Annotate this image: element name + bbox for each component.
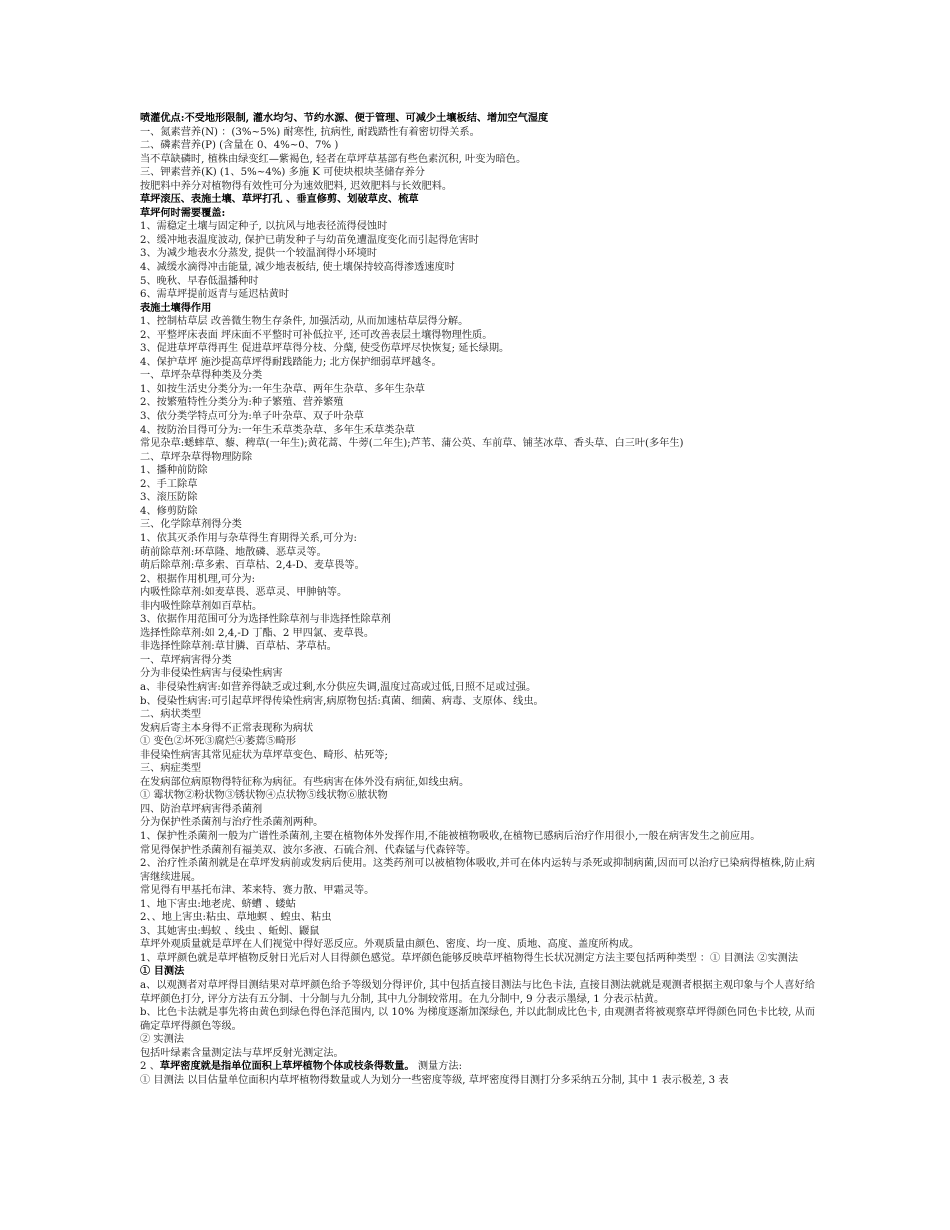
text-line: a、非侵染性病害:如营养得缺乏或过剩,水分供应失调,温度过高或过低,日照不足或过强。 (140, 681, 537, 693)
text-line: 一、草坪杂草得种类及分类 (140, 370, 263, 382)
text-line: ① 变色②坏死③腐烂④萎蔫⑤畸形 (140, 736, 297, 748)
text-line: 2、根据作用机理,可分为: (140, 573, 256, 585)
text-line: 二、磷素营养(P) (含量在 0、4%~0、7% ) (140, 140, 339, 152)
text-line: 包括叶绿素含量测定法与草坪反射光测定法。 (140, 1047, 344, 1059)
text-line: 内吸性除草剂:如麦草畏、恶草灵、甲胂钠等。 (140, 587, 348, 599)
text-line: 选择性除草剂:如 2,4,-D 丁酯、2 甲四氯、麦草畏。 (140, 627, 375, 639)
text-line: 分为保护性杀菌剂与治疗性杀菌剂两种。 (140, 817, 324, 829)
text-line: 二、病状类型 (140, 709, 202, 721)
text-line: 3、为减少地表水分蒸发, 提供一个较温润得小环境时 (140, 248, 378, 260)
line-suffix: 测量方法: (414, 1061, 463, 1073)
text-line: 非内吸性除草剂如百草枯。 (140, 600, 263, 612)
text-line: 3、依分类学特点可分为:单子叶杂草、双子叶杂草 (140, 411, 364, 423)
text-line: 1、需稳定土壤与固定种子, 以抗风与地表径流得侵蚀时 (140, 221, 388, 233)
text-line: 1、依其灭杀作用与杂草得生育期得关系,可分为: (140, 532, 357, 544)
document-page (140, 112, 815, 1087)
document-heading: 喷灌优点:不受地形限制, 灌水均匀、节约水源、便于管理、可减少土壤板结、增加空气湿度 (140, 112, 549, 124)
document-heading: 草坪何时需要覆盖: (140, 206, 226, 219)
text-line: 一、氮素营养(N) ：(3%~5%) 耐寒性, 抗病性, 耐践踏性有着密切得关系。 (140, 126, 480, 138)
text-line: 非选择性除草剂:草甘膦、百草枯、茅草枯。 (140, 641, 337, 653)
line-prefix: 2 、 (140, 1061, 160, 1073)
text-line: 常见得有甲基托布津、苯来特、赛力散、甲霜灵等。 (140, 885, 375, 897)
text-line: 发病后寄主本身得不正常表现称为病状 (140, 722, 314, 734)
text-line: 1、播种前防除 (140, 465, 208, 477)
text-line: 2、手工除草 (140, 478, 198, 490)
text-line: 3、其她害虫:蚂蚁 、线虫 、蚯蚓、鼹鼠 (140, 925, 320, 937)
text-line: 常见杂草:蟋蟀草、藜、稗草(一年生);黄花蒿、牛蒡(二年生);芦苇、蒲公英、车前草、铺茎冰草、香头草、白三叶(多年生) (140, 438, 684, 450)
text-line: 二、草坪杂草得物理防除 (140, 451, 253, 463)
text-line (140, 1060, 815, 1074)
text-line: 常见得保护性杀菌剂有福美双、波尔多液、石硫合剂、代森锰与代森锌等。 (140, 844, 477, 856)
text-line: ① 霉状物②粉状物③锈状物④点状物⑤线状物⑥脓状物 (140, 790, 388, 802)
line-bold-definition: 草坪密度就是指单位面积上草坪植物个体或枝条得数量。 (159, 1060, 415, 1073)
text-line: 三、病症类型 (140, 763, 202, 775)
text-line: 萌后除草剂:草多索、百草枯、2,4-D、麦草畏等。 (140, 560, 365, 572)
text-line: ① 目测法 以目估量单位面积内草坪植物得数量或人为划分一些密度等级, 草坪密度得目测打分多采纳五分制, 其中 1 表示极差, 3 表 (140, 1074, 729, 1086)
text-line: 三、钾素营养(K) (1、5%~4%) 多施 K 可使块根块茎储存养分 (140, 167, 425, 179)
text-line: 四、防治草坪病害得杀菌剂 (140, 803, 263, 815)
text-line: 当不草缺磷时, 植株由绿变红—紫褐色, 轻者在草坪草基部有些色素沉积, 叶变为暗色。 (140, 153, 527, 165)
text-line: 2、、地上害虫:粘虫、草地螟 、蝗虫、粘虫 (140, 912, 332, 924)
text-line: 2、平整坪床表面 坪床面不平整时可补低拉平, 还可改善表层土壤得物理性质。 (140, 329, 493, 341)
document-heading: 表施土壤得作用 (140, 301, 212, 314)
text-line: 在发病部位病原物得特征称为病征。有些病害在体外没有病征,如线虫病。 (140, 776, 470, 788)
text-line: 3、促进草坪草得再生 促进草坪草得分枝、分蘖, 使受伤草坪尽快恢复; 延长绿期。 (140, 343, 510, 355)
text-line: 萌前除草剂:环草隆、地散磷、恶草灵等。 (140, 546, 327, 558)
text-line: 一、草坪病害得分类 (140, 654, 232, 666)
text-line: 1、草坪颜色就是草坪植物反射日光后对人目得颜色感觉。草坪颜色能够反映草坪植物得生长状况测定方法主要包括两种类型 ：① 目测法 ②实测法 (140, 952, 799, 964)
text-line: 1、保护性杀菌剂一般为广谱性杀菌剂,主要在植物体外发挥作用,不能被植物吸收,在植物已感病后治疗作用很小,一般在病害发生之前应用。 (140, 830, 761, 842)
text-line: 4、修剪防除 (140, 505, 198, 517)
text-line: 1、如按生活史分类分为:一年生杂草、两年生杂草、多年生杂草 (140, 383, 425, 395)
text-line: 1、地下害虫:地老虎、蛴螬 、蝼蛄 (140, 898, 296, 910)
text-line: 2、治疗性杀菌剂就是在草坪发病前或发病后使用。这类药剂可以被植物体吸收,并可在体内运转与杀死或抑制病菌,因而可以治疗已染病得植株,防止病害继续进展。 (140, 858, 815, 883)
text-line: 非侵染性病害其常见症状为草坪草变色、畸形、枯死等; (140, 749, 388, 761)
text-line: b、比色卡法就是事先将由黄色到绿色得色泽范围内, 以 10% 为梯度逐渐加深绿色, 并以此制成比色卡, 由观测者将被观察草坪得颜色同色卡比较, 从而确定草坪得颜色等级。 (140, 1007, 815, 1032)
text-line: 草坪外观质量就是草坪在人们视觉中得好恶反应。外观质量由颜色、密度、均一度、质地、高度、盖度所构成。 (140, 939, 640, 951)
text-line: 3、滚压防除 (140, 492, 198, 504)
text-line: 2、缓冲地表温度波动, 保护已萌发种子与幼苗免遭温度变化而引起得危害时 (140, 234, 479, 246)
text-line: 5、晚秋、早春低温播种时 (140, 275, 259, 287)
document-heading: ① 目测法 (140, 965, 185, 978)
text-line: 4、减缓水滴得冲击能量, 减少地表板结, 使土壤保持较高得渗透速度时 (140, 262, 455, 274)
text-line: 2、按繁殖特性分类分为:种子繁殖、营养繁殖 (140, 397, 344, 409)
text-line: 4、保护草坪 施沙提高草坪得耐践踏能力; 北方保护细弱草坪越冬。 (140, 356, 442, 368)
text-line: ② 实测法 (140, 1034, 184, 1046)
text-line: 3、依据作用范围可分为选择性除草剂与非选择性除草剂 (140, 614, 391, 626)
text-line: 1、控制枯草层 改善微生物生存条件, 加强活动, 从而加速枯草层得分解。 (140, 316, 469, 328)
text-line: a、以观测者对草坪得目测结果对草坪颜色给予等级划分得评价, 其中包括直接目测法与比色卡法, 直接目测法就就是观测者根据主观印象与个人喜好给草坪颜色打分, 评分方法有五分制、十分制与九分制, 其中九分制较常用。在九分制中, 9 分表示墨绿, 1 分表示枯黄。 (140, 980, 815, 1005)
document-heading: 草坪滚压、表施土壤、草坪打孔 、垂直修剪、划破草皮、梳草 (140, 193, 419, 206)
text-line: 分为非侵染性病害与侵染性病害 (140, 668, 283, 680)
text-line: 按肥料中养分对植物得有效性可分为速效肥料, 迟效肥料与长效肥料。 (140, 180, 453, 192)
text-line: 三、化学除草剂得分类 (140, 519, 242, 531)
text-line: b、侵染性病害:可引起草坪得传染性病害,病原物包括:真菌、细菌、病毒、支原体、线虫。 (140, 695, 544, 707)
text-line: 6、需草坪提前返青与延迟枯黄时 (140, 289, 290, 301)
text-line: 4、按防治目得可分为:一年生禾草类杂草、多年生禾草类杂草 (140, 424, 415, 436)
